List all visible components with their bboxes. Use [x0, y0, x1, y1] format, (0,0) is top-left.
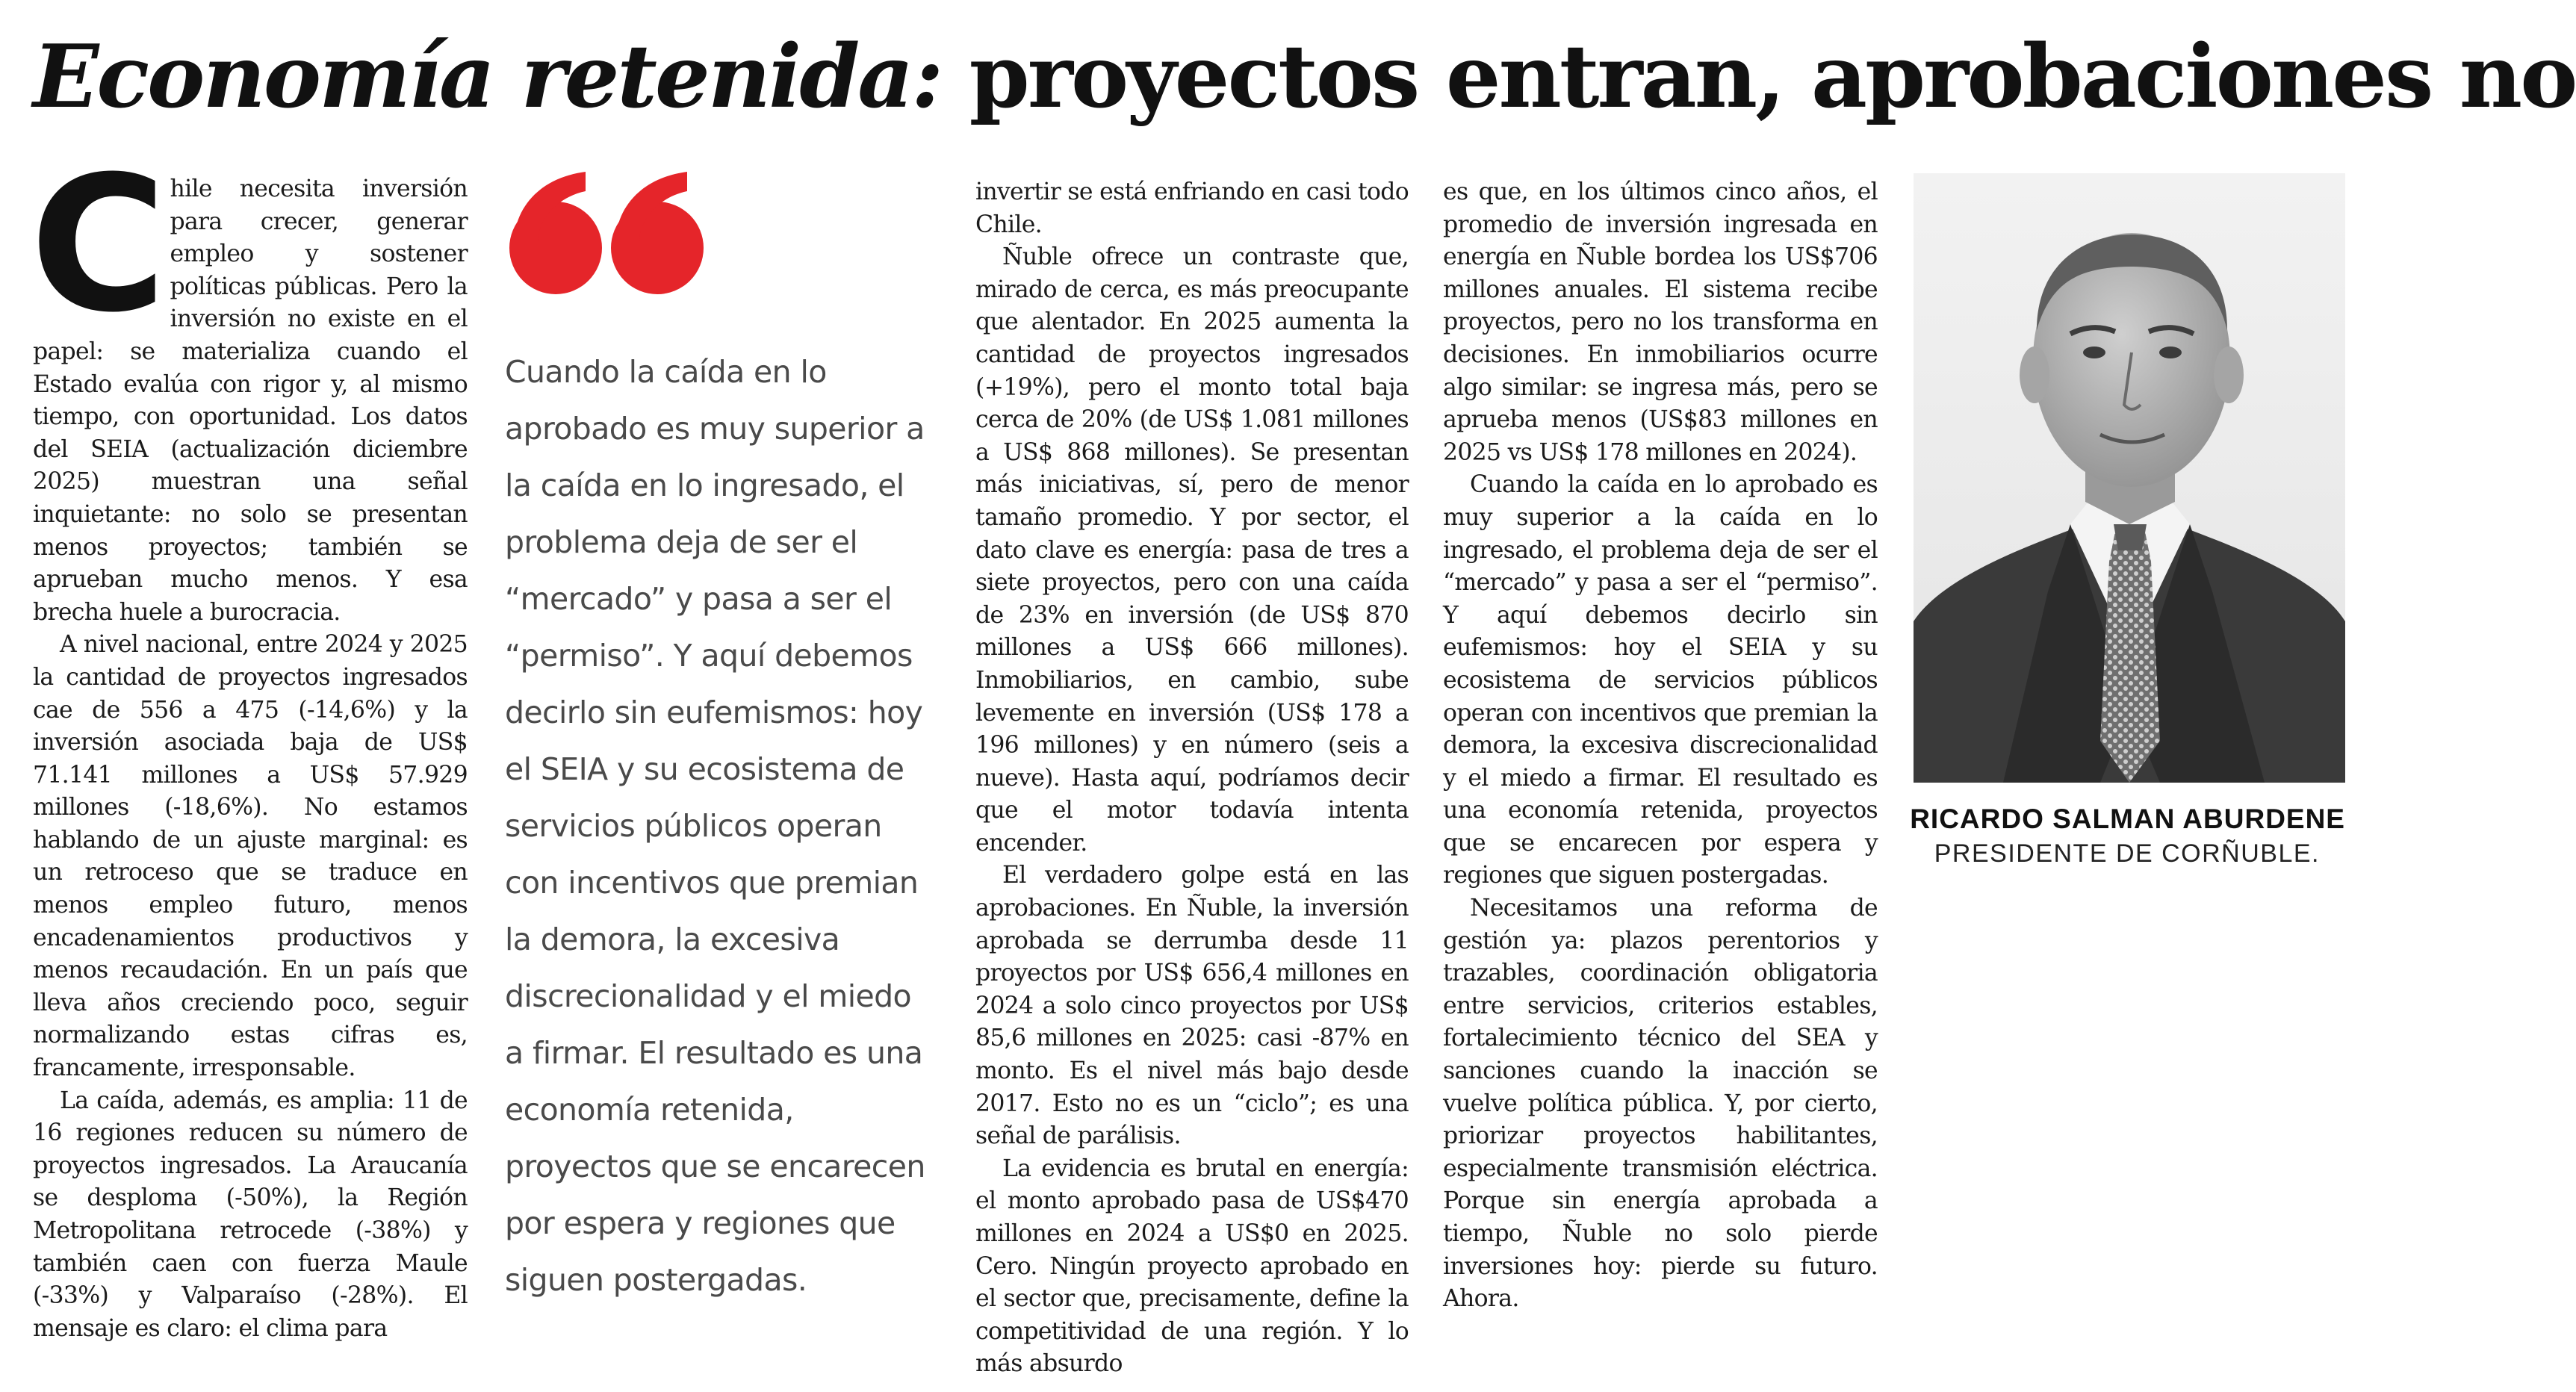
red-double-quote-icon	[505, 167, 708, 296]
paragraph: La caída, además, es amplia: 11 de 16 regiones reducen su número de proyectos ingresados. La Araucanía se desploma (-50%), la Región Metropolitana retrocede (-38%) y también caen con fuerza Maule (-33%) y Valparaíso (-28%). El mensaje es claro: el clima para	[33, 1087, 468, 1342]
paragraph: A nivel nacional, entre 2024 y 2025 la cantidad de proyectos ingresados cae de 556 a 475 (-14,6%) y la inversión asociada baja de US$ 71.141 millones a US$ 57.929 millones (-18,6%). No estamos hablando de un ajuste marginal: es un retroceso que se traduce en menos empleo futuro, menos encadenamientos productivos y menos recaudación. En un país que lleva años creciendo poco, seguir normalizando estas cifras es, francamente, irresponsable.	[33, 631, 468, 1082]
article-column-1	[30, 136, 468, 1345]
paragraph: Ñuble ofrece un contraste que, mirado de cerca, es más preocupante que alentador. En 2025 aumenta la cantidad de proyectos ingresados (+19%), pero el monto total baja cerca de 20% (de US$ 1.081 millones a US$ 868 millones). Se presentan más iniciativas, sí, pero de menor tamaño promedio. Y por sector, el dato clave es energía: pasa de tres a siete proyectos, pero con una caída de 23% en inversión (de US$ 870 millones a US$ 666 millones). Inmobiliarios, en cambio, sube levemente en inversión (US$ 178 a 196 millones) y en número (seis a nueve). Hasta aquí, podríamos decir que el motor todavía intenta encender.	[975, 243, 1409, 857]
headline-italic: Economía retenida:	[33, 26, 942, 128]
pull-quote-block	[505, 167, 931, 1308]
paragraph: invertir se está enfriando en casi todo Chile.	[975, 178, 1409, 238]
article-column-3	[975, 176, 1409, 1381]
paragraph: hile necesita inversión para crecer, generar empleo y sostener políticas públicas. Pero la inversión no existe en el papel: se materializa cuando el Estado evalúa con rigor y, al mismo tiempo, con oportunidad. Los datos del SEIA (actualización diciembre 2025) muestran una señal inquietante: no solo se presentan menos proyectos; también se aprueban mucho menos. Y esa brecha huele a burocracia.	[33, 175, 468, 626]
headline	[33, 13, 2576, 140]
paragraph: Necesitamos una reforma de gestión ya: plazos perentorios y trazables, coordinación obligatoria entre servicios, criterios estables, fortalecimiento técnico del SEA y sanciones cuando la inacción se vuelve política pública. Y, por cierto, priorizar proyectos habilitantes, especialmente transmisión eléctrica. Porque sin energía aprobada a tiempo, Ñuble no solo pierde inversiones hoy: pierde su futuro. Ahora.	[1443, 895, 1878, 1313]
article-column-4	[1443, 176, 1878, 1316]
dropcap-letter: C	[30, 136, 160, 353]
paragraph: es que, en los últimos cinco años, el promedio de inversión ingresada en energía en Ñuble bordea los US$706 millones anuales. El sistema recibe proyectos, pero no los transforma en decisiones. En inmobiliarios ocurre algo similar: se ingresa más, pero se aprueba menos (US$83 millones en 2025 vs US$ 178 millones en 2024).	[1443, 178, 1878, 466]
paragraph: La evidencia es brutal en energía: el monto aprobado pasa de US$470 millones en 2024 a US$0 en 2025. Cero. Ningún proyecto aprobado en el sector que, precisamente, define la competitividad de una región. Y lo más absurdo	[975, 1155, 1409, 1378]
paragraph: Cuando la caída en lo aprobado es muy superior a la caída en lo ingresado, el problema deja de ser el “mercado” y pasa a ser el “permiso”. Y aquí debemos decirlo sin eufemismos: hoy el SEIA y su ecosistema de servicios públicos operan con incentivos que premian la demora, la excesiva discrecionalidad y el miedo a firmar. El resultado es una economía retenida, proyectos que se encarecen por espera y regiones que siguen postergadas.	[1443, 471, 1878, 889]
pull-quote-text: Cuando la caída en lo aprobado es muy superior a la caída en lo ingresado, el problema deja de ser el “mercado” y pasa a ser el “permiso”. Y aquí debemos decirlo sin eufemismos: hoy el SEIA y su ecosistema de servicios públicos operan con incentivos que premian la demora, la excesiva discrecionalidad y el miedo a firmar. El resultado es una economía retenida, proyectos que se encarecen por espera y regiones que siguen postergadas.	[505, 354, 925, 1298]
author-role: PRESIDENTE DE CORÑUBLE.	[1934, 839, 2320, 868]
paragraph: El verdadero golpe está en las aprobaciones. En Ñuble, la inversión aprobada se derrumba desde 11 proyectos por US$ 656,4 millones en 2024 a solo cinco proyectos por US$ 85,6 millones en 2025: casi -87% en monto. Es el nivel más bajo desde 2017. Esto no es un “ciclo”; es una señal de parálisis.	[975, 862, 1409, 1150]
headline-rest: proyectos entran, aprobaciones no	[969, 26, 2576, 128]
author-name: RICARDO SALMAN ABURDENE	[1910, 804, 2345, 834]
author-portrait-photo	[1914, 173, 2345, 783]
